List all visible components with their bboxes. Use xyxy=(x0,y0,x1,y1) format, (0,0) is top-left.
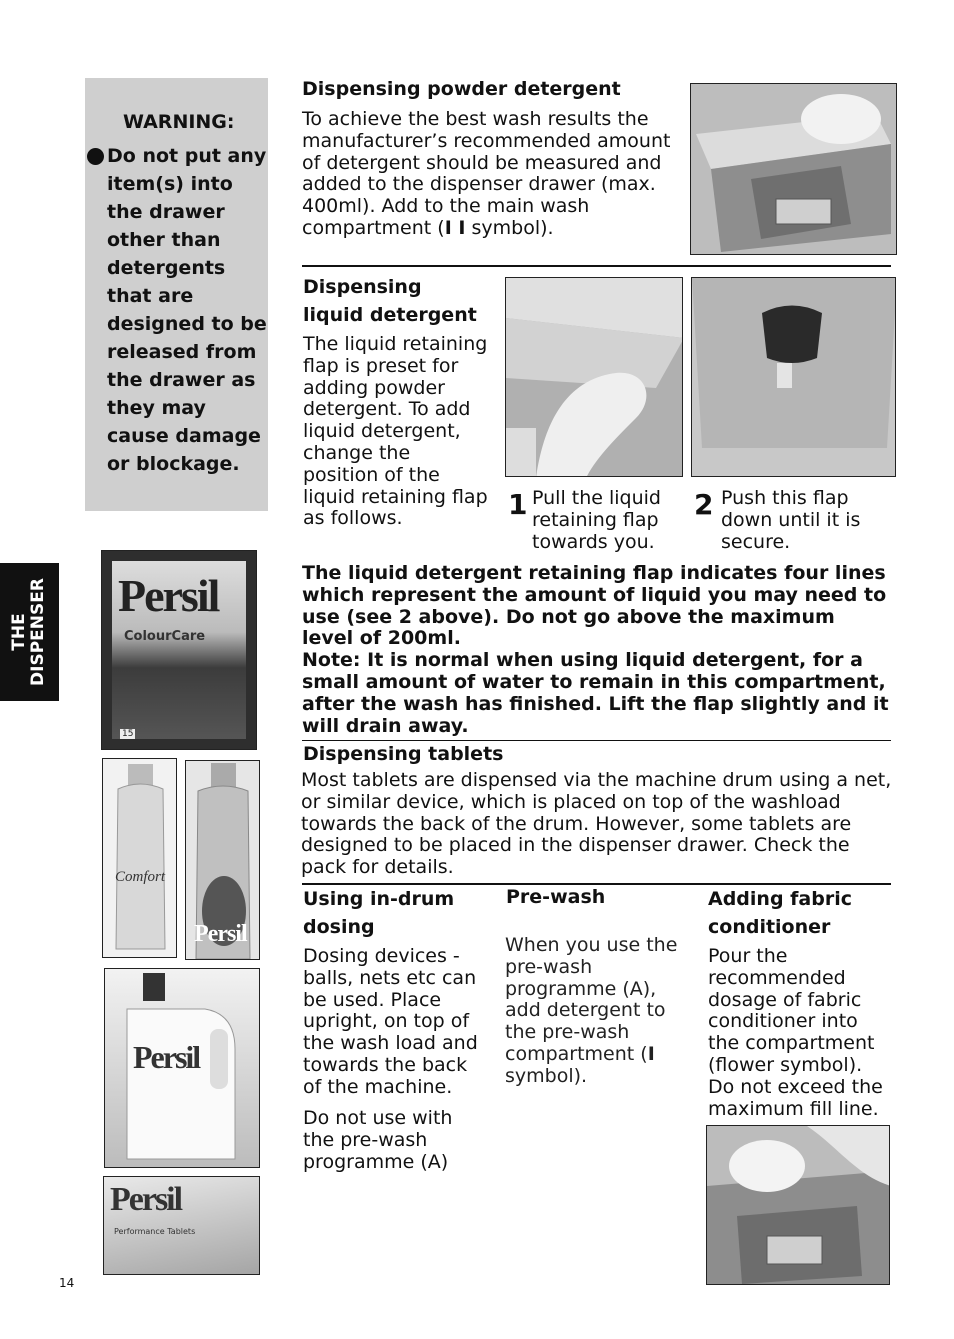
warning-text: Do not put any item(s) into the drawer other than detergents that are designed to be released from the drawer as they may cause damage or blockage. xyxy=(107,145,267,475)
hand-pull-illustration xyxy=(506,278,683,477)
liquid-heading xyxy=(303,273,477,329)
powder-symbol: I I xyxy=(444,216,466,239)
notice-para2: Note: It is normal when using liquid detergent, for a small amount of water to remain in this compartment, after the wash has finished. Lift the flap slightly and it will drain away. xyxy=(302,649,889,737)
step1-number: 1 xyxy=(508,488,528,521)
prewash-heading: Pre-wash xyxy=(506,886,606,908)
powder-text-b: symbol). xyxy=(465,216,554,239)
powder-drawer-photo xyxy=(690,83,897,255)
tablets-heading: Dispensing tablets xyxy=(303,743,504,765)
persil-tablets-photo xyxy=(103,1176,260,1275)
step2-text: Push this flap down until it is secure. xyxy=(721,487,861,553)
divider-notice-tablets xyxy=(302,740,891,741)
conditioner-heading xyxy=(708,885,852,941)
persil-box-photo xyxy=(101,550,257,750)
powder-text-a: To achieve the best wash results the manufacturer’s recommended amount of detergent should be measured and added to the dispenser drawer (max. 400ml). Add to the main wash compartment ( xyxy=(302,108,671,239)
warning-box xyxy=(85,78,268,511)
indrum-heading xyxy=(303,885,454,941)
notice-text xyxy=(302,563,892,737)
bullet-icon xyxy=(87,148,104,165)
persil-box-count: 15 xyxy=(122,729,134,739)
side-tab-line1: THE xyxy=(9,613,29,651)
flap-down-illustration xyxy=(692,278,896,477)
liquid-heading-line1: Dispensing xyxy=(303,276,422,298)
pouring-illustration xyxy=(707,1126,890,1285)
indrum-heading-line2: dosing xyxy=(303,916,375,938)
comfort-bottle-photo xyxy=(102,758,177,958)
side-tab xyxy=(0,563,59,701)
liquid-text: The liquid retaining flap is preset for adding powder detergent. To add liquid detergent, change the position of the liquid retaining flap as follows. xyxy=(303,333,488,530)
divider-powder-liquid xyxy=(302,265,891,267)
comfort-brand: Comfort xyxy=(115,869,166,885)
persil-box-brand: Persil xyxy=(118,570,219,621)
step1-text: Pull the liquid retaining flap towards you. xyxy=(532,487,661,553)
indrum-heading-line1: Using in-drum xyxy=(303,888,455,910)
persil-bottle-brand: Persil xyxy=(194,921,247,947)
side-tab-line2: DISPENSER xyxy=(28,578,48,686)
step1-photo xyxy=(505,277,683,477)
persil-box-sub: ColourCare xyxy=(124,629,206,644)
conditioner-heading-line2: conditioner xyxy=(708,916,831,938)
step2-number: 2 xyxy=(694,488,714,521)
persil-liquid-brand: Persil xyxy=(133,1039,200,1075)
liquid-heading-line2: liquid detergent xyxy=(303,304,477,326)
conditioner-photo xyxy=(706,1125,890,1285)
drawer-illustration xyxy=(691,84,897,255)
persil-liquid-photo xyxy=(104,968,260,1168)
conditioner-text: Pour the recommended dosage of fabric conditioner into the compartment (flower symbol). Do not exceed the maximum fill line. xyxy=(708,945,883,1120)
tablets-text: Most tablets are dispensed via the machine drum using a net, or similar device, which is placed on top of the washload towards the back of the drum. However, some tablets are designed to be placed in the dispenser drawer. Check the pack for details. xyxy=(301,769,892,879)
prewash-text-b: symbol). xyxy=(505,1064,588,1087)
powder-text xyxy=(302,109,682,240)
powder-heading: Dispensing powder detergent xyxy=(302,78,621,100)
prewash-text-a: When you use the pre-wash programme (A), add detergent to the pre-wash compartment ( xyxy=(505,934,678,1065)
page-number: 14 xyxy=(59,1276,75,1290)
prewash-symbol: I xyxy=(647,1042,655,1065)
persil-bottle-photo xyxy=(185,760,260,960)
indrum-text2: Do not use with the pre-wash programme (A) xyxy=(303,1107,453,1173)
persil-tablets-brand: Persil xyxy=(110,1181,182,1218)
bottle-illustration xyxy=(103,759,177,958)
indrum-text1: Dosing devices - balls, nets etc can be used. Place upright, on top of the wash load and towards the back of the machine. xyxy=(303,945,478,1098)
prewash-text xyxy=(505,935,680,1088)
warning-title: WARNING: xyxy=(123,111,235,133)
notice-para1: The liquid detergent retaining flap indicates four lines which represent the amount of liquid you may need to use (see 2 above). Do not go above the maximum level of 200ml. xyxy=(302,562,887,650)
persil-tablets-sub: Performance Tablets xyxy=(114,1227,196,1236)
step2-photo xyxy=(691,277,896,477)
conditioner-heading-line1: Adding fabric xyxy=(708,888,852,910)
